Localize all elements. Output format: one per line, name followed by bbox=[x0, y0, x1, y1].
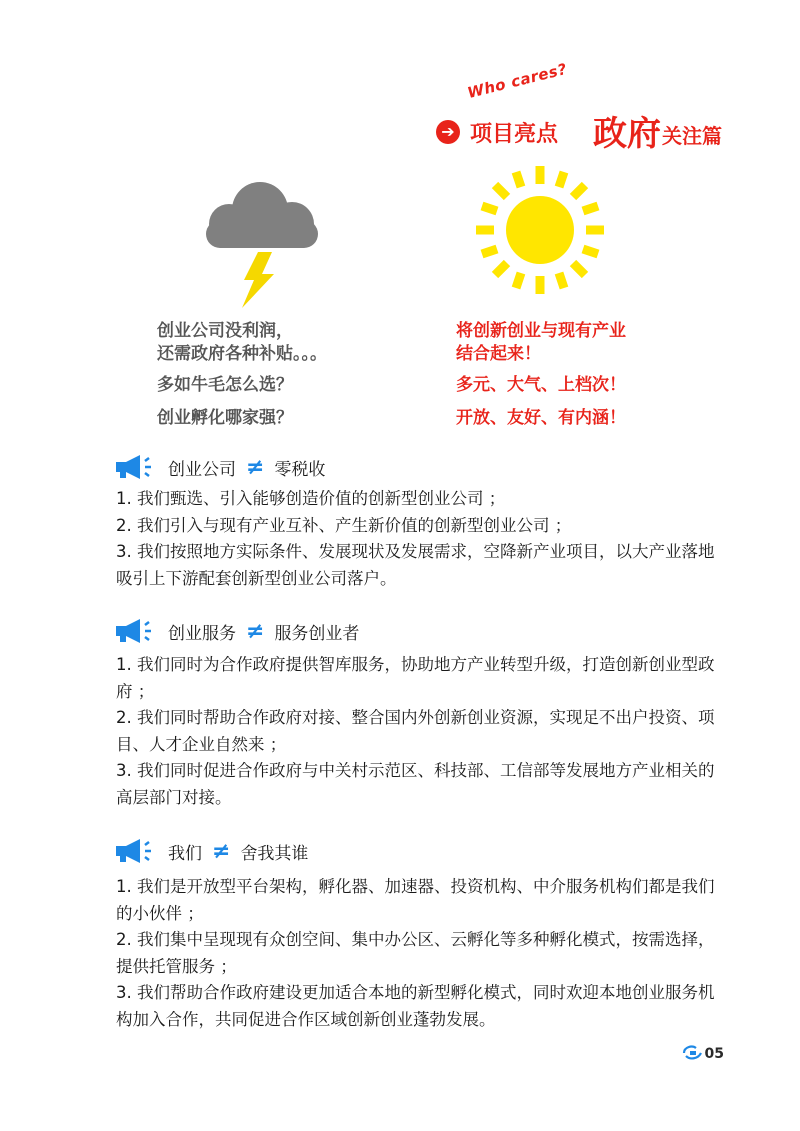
header-part2-small: 关注篇 bbox=[662, 124, 722, 148]
section-1-item-3: 3. 我们按照地方实际条件、发展现状及发展需求，空降新产业项目，以大产业落地吸引上下游配套创新型创业公司落户。 bbox=[116, 542, 715, 588]
section-3-item-1: 1. 我们是开放型平台架构，孵化器、加速器、投资机构、中介服务机构们都是我们的小伙伴 ； bbox=[116, 877, 715, 923]
right-line-4: 开放、友好、有内涵！ bbox=[456, 408, 626, 428]
section-3-right: 舍我其谁 bbox=[240, 843, 309, 864]
section-3-item-3: 3. 我们帮助合作政府建设更加适合本地的新型孵化模式，同时欢迎本地创业服务机构加入合作，共同促进合作区域创新创业蓬勃发展。 bbox=[116, 983, 715, 1029]
right-line-2: 结合起来！ bbox=[456, 344, 541, 364]
section-1-heading bbox=[114, 454, 325, 480]
section-1-right: 零税收 bbox=[274, 459, 326, 480]
section-2-right: 服务创业者 bbox=[274, 623, 360, 644]
section-1-body bbox=[116, 486, 716, 592]
left-line-4: 创业孵化哪家强？ bbox=[157, 408, 293, 428]
right-line-1: 将创新创业与现有产业 bbox=[456, 321, 626, 341]
section-3-body bbox=[116, 874, 716, 1034]
megaphone-icon bbox=[114, 618, 158, 644]
section-1-left: 创业公司 bbox=[168, 459, 236, 480]
who-cares-tagline: Who cares? bbox=[465, 59, 569, 102]
left-line-2: 还需政府各种补贴。。。 bbox=[157, 344, 327, 364]
section-3-item-2: 2. 我们集中呈现现有众创空间、集中办公区、云孵化等多种孵化模式，按需选择，提供托管服务 ； bbox=[116, 930, 715, 976]
section-2-item-1: 1. 我们同时为合作政府提供智库服务，协助地方产业转型升级，打造创新创业型政府 ； bbox=[116, 655, 715, 701]
header-part2-big: 政府 bbox=[593, 114, 661, 154]
storm-cloud-icon bbox=[196, 176, 326, 316]
section-2-heading bbox=[114, 618, 359, 644]
not-equal-icon: ≠ bbox=[246, 454, 265, 480]
brand-logo-icon bbox=[682, 1044, 704, 1062]
section-2-body bbox=[116, 652, 716, 812]
section-2-left: 创业服务 bbox=[168, 623, 236, 644]
section-1-item-2: 2. 我们引入与现有产业互补、产生新价值的创新型创业公司 ； bbox=[116, 515, 572, 535]
arrow-right-icon: ➔ bbox=[436, 120, 460, 144]
section-1-item-1: 1. 我们甄选、引入能够创造价值的创新型创业公司 ； bbox=[116, 489, 506, 508]
section-2-item-2: 2. 我们同时帮助合作政府对接、整合国内外创新创业资源，实现足不出户投资、项目、人才企业自然来 ； bbox=[116, 708, 715, 754]
section-3-heading bbox=[114, 838, 308, 864]
sun-icon bbox=[470, 160, 610, 300]
page-number: 05 bbox=[704, 1046, 724, 1062]
megaphone-icon bbox=[114, 838, 158, 864]
section-2-item-3: 3. 我们同时促进合作政府与中关村示范区、科技部、工信部等发展地方产业相关的高层部门对接。 bbox=[116, 761, 715, 807]
left-line-3: 多如牛毛怎么选？ bbox=[157, 375, 293, 395]
section-3-left: 我们 bbox=[168, 843, 202, 864]
right-line-3: 多元、大气、上档次！ bbox=[456, 375, 626, 395]
megaphone-icon bbox=[114, 454, 158, 480]
header-part1: 项目亮点 bbox=[470, 122, 559, 147]
not-equal-icon: ≠ bbox=[246, 618, 265, 644]
left-line-1: 创业公司没利润， bbox=[157, 321, 293, 341]
not-equal-icon: ≠ bbox=[212, 838, 231, 864]
